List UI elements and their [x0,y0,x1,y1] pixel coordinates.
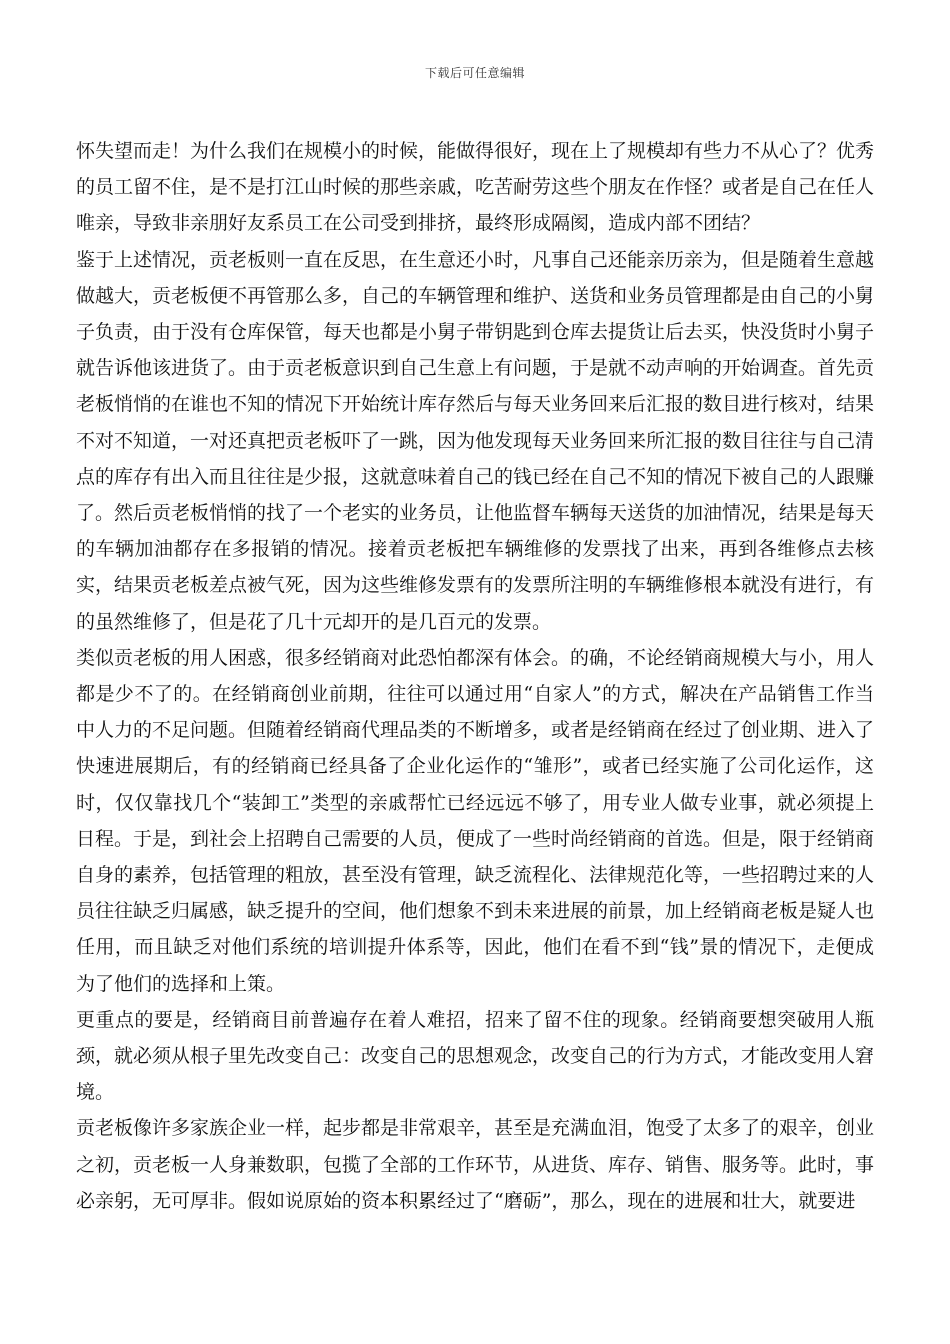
paragraph-5: 贡老板像许多家族企业一样，起步都是非常艰辛，甚至是充满血泪，饱受了太多了的艰辛，创业之初，贡老板一人身兼数职，包揽了全部的工作环节，从进货、库存、销售、服务等。此时，事必亲躬，无可厚非。假如说原始的资本积累经过了“磨砺”，那么，现在的进展和壮大，就要进 [76,1117,875,1212]
paragraph-4: 更重点的要是，经销商目前普遍存在着人难招，招来了留不住的现象。经销商要想突破用人瓶颈，就必须从根子里先改变自己：改变自己的思想观念，改变自己的行为方式，才能改变用人窘境。 [76,1008,875,1104]
paragraph-2: 鉴于上述情况，贡老板则一直在反思，在生意还小时，凡事自己还能亲历亲为，但是随着生意越做越大，贡老板便不再管那么多，自己的车辆管理和维护、送货和业务员管理都是由自己的小舅子负责，由于没有仓库保管，每天也都是小舅子带钥匙到仓库去提货让后去买，快没货时小舅子就告诉他该进货了。由于贡老板意识到自己生意上有问题，于是就不动声响的开始调查。首先贡老板悄悄的在谁也不知的情况下开始统计库存然后与每天业务回来后汇报的数目进行核对，结果不对不知道，一对还真把贡老板吓了一跳，因为他发现每天业务回来所汇报的数目往往与自己清点的库存有出入而且往往是少报，这就意味着自己的钱已经在自己不知的情况下被自己的人跟赚了。然后贡老板悄悄的找了一个老实的业务员，让他监督车辆每天送货的加油情况，结果是每天的车辆加油都存在多报销的情况。接着贡老板把车辆维修的发票找了出来，再到各维修点去核实，结果贡老板差点被气死，因为这些维修发票有的发票所注明的车辆维修根本就没有进行，有的虽然维修了，但是花了几十元却开的是几百元的发票。 [76,248,875,633]
page-header: 下载后可任意编辑 [424,66,525,80]
paragraph-3: 类似贡老板的用人困惑，很多经销商对此恐怕都深有体会。的确，不论经销商规模大与小，用人都是少不了的。在经销商创业前期，往往可以通过用“自家人”的方式，解决在产品销售工作当中人力的不足问题。但随着经销商代理品类的不断增多，或者是经销商在经过了创业期、进入了快速进展期后，有的经销商已经具备了企业化运作的“雏形”，或者已经实施了公司化运作，这时，仅仅靠找几个“装卸工”类型的亲戚帮忙已经远远不够了，用专业人做专业事，就必须提上日程。于是，到社会上招聘自己需要的人员，便成了一些时尚经销商的首选。但是，限于经销商自身的素养，包括管理的粗放，甚至没有管理，缺乏流程化、法律规范化等，一些招聘过来的人员往往缺乏归属感，缺乏提升的空间，他们想象不到未来进展的前景，加上经销商老板是疑人也任用，而且缺乏对他们系统的培训提升体系等，因此，他们在看不到“钱”景的情况下，走便成为了他们的选择和上策。 [76,646,875,995]
paragraph-1: 怀失望而走！为什么我们在规模小的时候，能做得很好，现在上了规模却有些力不从心了？优秀的员工留不住，是不是打江山时候的那些亲戚，吃苦耐劳这些个朋友在作怪？或者是自己在任人唯亲，导致非亲朋好友系员工在公司受到排挤，最终形成隔阂，造成内部不团结？ [76,140,875,235]
document-body [76,133,874,1219]
